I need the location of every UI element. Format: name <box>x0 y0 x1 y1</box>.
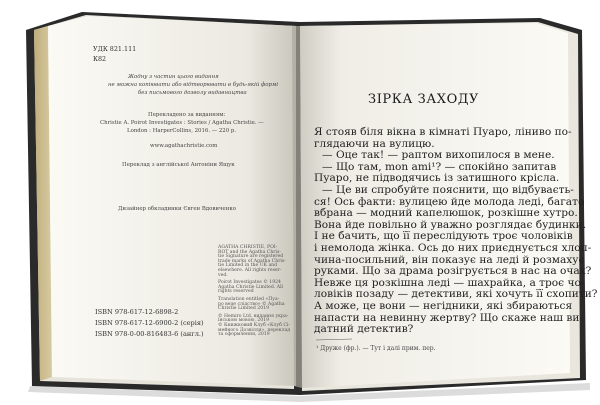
translator-credit: Переклад з англійської Антоніни Ящук <box>122 162 235 168</box>
body-line: ловіків позаду — детективи, які хочуть її схопити? <box>314 288 598 301</box>
copyright-notice-3: без письмового дозволу видавництва <box>138 90 247 96</box>
body-line: ся! Ось факти: вулицею йде молода леді, багато <box>314 195 585 208</box>
body-line: Вона йде повільно й уважно розглядає будинки. <box>314 218 587 231</box>
body-line: глядаючи на вулицю. <box>314 137 435 150</box>
body-line: Пуаро, не підводячись із затишного крісла. <box>314 172 560 185</box>
body-line: — Що там, mon ami¹? — спокійно запитав <box>322 160 557 173</box>
isbn-main: ISBN 978-617-12-6898-2 <box>95 308 179 316</box>
rights-column <box>218 246 292 338</box>
cover-designer-credit: Дизайнер обкладинки Євген Вдовиченко <box>118 206 236 212</box>
rights-line: та оформлення, 2019 <box>218 332 270 338</box>
body-line: датний детектив? <box>314 323 414 336</box>
isbn-series: ISBN 978-617-12-6900-2 (серія) <box>95 319 204 327</box>
body-line: вбрана — модний капелюшок, розкішне хутро. <box>314 207 578 220</box>
rights-line: © Книжковий Клуб «Клуб Сі- <box>218 322 290 328</box>
body-line: — Оце так! — раптом вихопилося в мене. <box>322 149 555 162</box>
body-line: І не бачить, що її переслідують троє чоловіків <box>314 230 573 243</box>
rights-line: Agatha Christie Limited. All <box>218 284 284 290</box>
body-line: чина-посильний, він показує на леді й розмахує <box>314 253 585 266</box>
rights-line: AGATHA CHRISTIE, POI- <box>218 245 278 250</box>
translated-from-2: Christie A. Poirot Investigates : Stories / Agatha Christie. — <box>100 120 264 126</box>
rights-line: Poirot Investigates © 1924 <box>218 280 281 286</box>
body-line: Невже ця розкішна леді — шахрайка, а троє чо- <box>314 276 585 289</box>
rights-line: Christie Limited 2019 <box>218 306 269 312</box>
rights-line: Translation entitled «Пуа- <box>218 296 280 302</box>
chapter-title: ЗІРКА ЗАХОДУ <box>368 92 480 107</box>
rights-line: elsewhere. All rights reser- <box>218 267 282 273</box>
rights-line: мейного Дозвілля», переклад <box>218 327 291 333</box>
footnote: ¹ Друже (фр.). — Тут і далі прим. пер. <box>316 345 436 352</box>
copyright-notice-1: Жодну з частин цього видання <box>128 74 219 80</box>
rights-line: ро веде слідство» © Agatha <box>218 301 285 307</box>
rights-line: їнською мовою, 2019 <box>218 318 270 324</box>
body-line: Я стояв біля вікна в кімнаті Пуаро, ліниво по- <box>314 126 572 138</box>
rights-line: tie Limited in the UK and <box>218 263 278 269</box>
isbn-english: ISBN 978-0-00-816483-6 (англ.) <box>95 330 204 338</box>
author-code: К82 <box>93 55 107 63</box>
body-line: — Це ви спробуйте пояснити, що відбуваєть- <box>322 183 574 196</box>
copyright-notice-2: не можна копіювати або відтворювати в будь-якій формі <box>108 82 279 88</box>
udk-code: УДК 821.111 <box>93 45 137 53</box>
chapter-body <box>314 126 598 336</box>
rights-line: ROT and the Agatha Chris- <box>218 249 281 255</box>
body-line: і немолода жінка. Ось до них приєднується хлоп- <box>314 241 592 254</box>
translated-from-1: Перекладено за виданням: <box>148 112 226 118</box>
rights-line: trade marks of Agatha Chris- <box>218 258 286 264</box>
body-line: руками. Що за драма розігрується в нас на очах? <box>314 265 592 278</box>
rights-line: ved. <box>218 272 228 278</box>
body-line: напасти на невинну жертву? Що скаже наш ви- <box>314 311 583 324</box>
rights-line: © Hemiro Ltd, видання укра- <box>218 313 289 319</box>
rights-line: tie Signature are registered <box>218 254 284 260</box>
website: www.agathachristie.com <box>150 143 218 149</box>
rights-line: rights reserved <box>218 289 254 295</box>
translated-from-3: London : HarperCollins, 2016. — 220 p. <box>127 128 237 134</box>
body-line: А може, це вони — негідники, які збираються <box>314 299 573 312</box>
